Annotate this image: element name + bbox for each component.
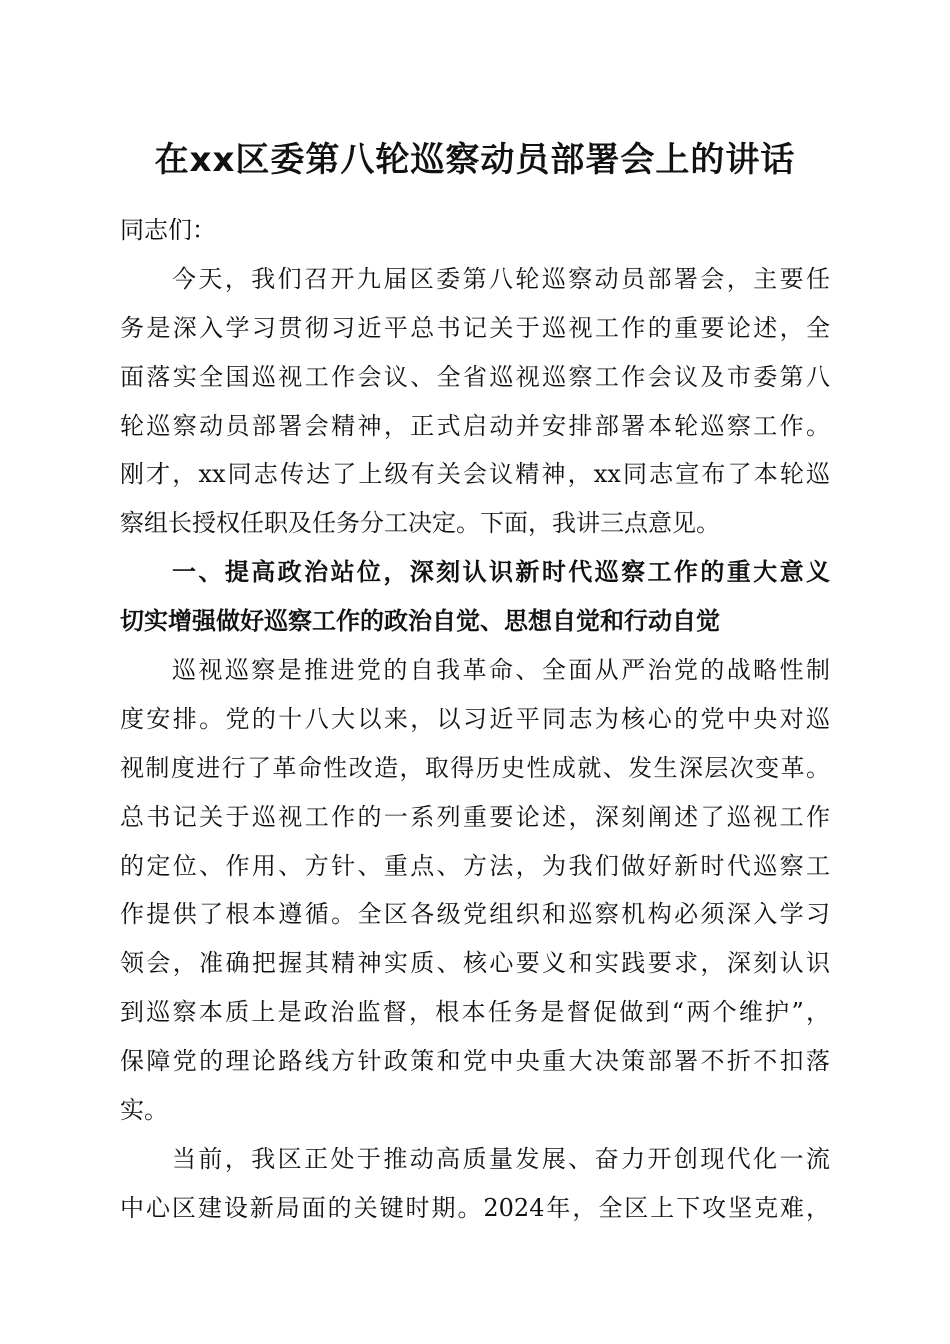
paragraph-line: 的定位、作用、方针、重点、方法，为我们做好新时代巡察工 xyxy=(120,851,830,880)
paragraph-1 xyxy=(120,255,830,548)
paragraph-line: 轮巡察动员部署会精神，正式启动并安排部署本轮巡察工作。 xyxy=(120,411,830,440)
paragraph-line: 领会，准确把握其精神实质、核心要义和实践要求，深刻认识 xyxy=(120,949,830,978)
paragraph-line: 作提供了根本遵循。全区各级党组织和巡察机构必须深入学习 xyxy=(120,900,830,929)
paragraph-3 xyxy=(120,1135,830,1233)
salutation: 同志们： xyxy=(120,216,216,244)
paragraph-2 xyxy=(120,646,830,1135)
paragraph-line: 视制度进行了革命性改造，取得历史性成就、发生深层次变革。 xyxy=(120,753,830,782)
paragraph-line: 到巡察本质上是政治监督，根本任务是督促做到“两个维护”， xyxy=(120,998,830,1027)
paragraph-line: 总书记关于巡视工作的一系列重要论述，深刻阐述了巡视工作 xyxy=(120,802,830,831)
paragraph-line: 巡视巡察是推进党的自我革命、全面从严治党的战略性制 xyxy=(172,656,830,685)
section-heading-1 xyxy=(120,548,830,646)
paragraph-line: 保障党的理论路线方针政策和党中央重大决策部署不折不扣落 xyxy=(120,1047,830,1076)
paragraph-line: 今天，我们召开九届区委第八轮巡察动员部署会，主要任 xyxy=(172,264,830,293)
paragraph-line: 务是深入学习贯彻习近平总书记关于巡视工作的重要论述，全 xyxy=(120,313,830,342)
heading-line: 一、提高政治站位，深刻认识新时代巡察工作的重大意义 xyxy=(172,558,830,587)
paragraph-line: 面落实全国巡视工作会议、全省巡视巡察工作会议及市委第八 xyxy=(120,362,830,391)
document-title: 在xx区委第八轮巡察动员部署会上的讲话 xyxy=(154,140,796,180)
paragraph-line: 刚才，xx同志传达了上级有关会议精神，xx同志宣布了本轮巡 xyxy=(120,460,830,489)
paragraph-line: 中心区建设新局面的关键时期。2024年，全区上下攻坚克难， xyxy=(120,1193,830,1222)
paragraph-line: 度安排。党的十八大以来，以习近平同志为核心的党中央对巡 xyxy=(120,704,830,733)
document-body xyxy=(120,206,830,1233)
paragraph-line: 实。 xyxy=(120,1096,168,1125)
paragraph-line: 当前，我区正处于推动高质量发展、奋力开创现代化一流 xyxy=(172,1144,830,1173)
paragraph-line: 察组长授权任职及任务分工决定。下面，我讲三点意见。 xyxy=(120,509,720,538)
heading-line: 切实增强做好巡察工作的政治自觉、思想自觉和行动自觉 xyxy=(120,607,720,636)
